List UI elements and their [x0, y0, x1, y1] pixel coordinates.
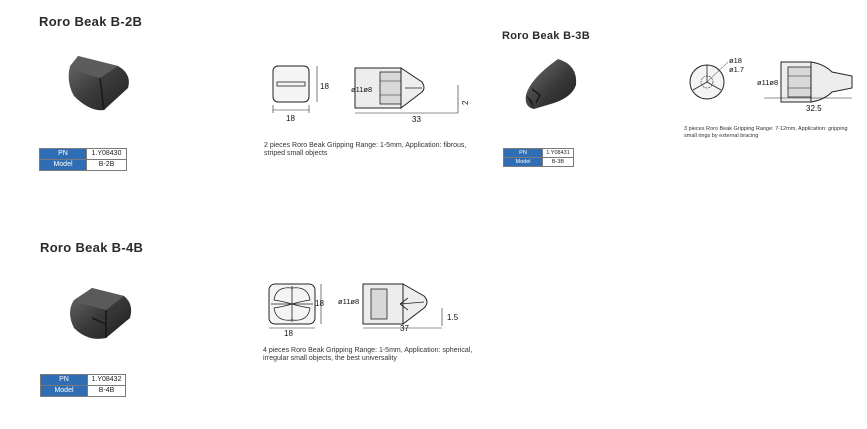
b4b-technical-drawing	[262, 280, 472, 340]
description-line: irregular small objects, the best universality	[263, 355, 397, 362]
pn-label: PN	[504, 149, 543, 158]
b2b-dim-hole: ø11ø8	[351, 85, 373, 94]
b2b-dim-width: 18	[286, 114, 295, 123]
b4b-dim-height: 18	[315, 299, 324, 308]
b2b-technical-drawing	[262, 55, 482, 125]
pn-value: 1.Y08431	[543, 149, 574, 158]
b4b-description	[263, 347, 472, 363]
b2b-spec-table	[39, 148, 127, 171]
pn-label: PN	[40, 149, 87, 160]
description-line: small rings by external bracing	[684, 132, 759, 139]
model-value: B-2B	[87, 160, 127, 171]
b2b-dim-tip: 2	[461, 100, 470, 105]
b2b-description	[264, 142, 466, 158]
b3b-dim-length: 32.5	[806, 104, 822, 113]
b3b-dim-outer: ø18	[729, 56, 742, 65]
b4b-dim-hole: ø11ø8	[338, 297, 360, 306]
b2b-dim-length: 33	[412, 115, 421, 124]
b4b-dim-tip: 1.5	[447, 313, 459, 322]
description-line: 2 pieces Roro Beak Gripping Range: 1-5mm, Application: fibrous,	[264, 142, 467, 149]
model-value: B-4B	[88, 386, 126, 397]
pn-value: 1.Y08430	[87, 149, 127, 160]
description-line: 3 pieces Roro Beak Gripping Range: 7-12mm, Application: gripping	[684, 126, 848, 132]
b4b-spec-table	[40, 374, 126, 397]
model-value: B-3B	[543, 158, 574, 167]
b2b-product-photo	[60, 52, 140, 114]
description-line: 4 pieces Roro Beak Gripping Range: 1-5mm, Application: spherical,	[263, 347, 473, 354]
product-title-b2b: Roro Beak B-2B	[39, 14, 143, 29]
b3b-dim-hole: ø11ø8	[757, 78, 779, 87]
b3b-spec-table	[503, 148, 574, 167]
product-title-b4b: Roro Beak B-4B	[40, 240, 144, 255]
b2b-dim-height: 18	[320, 82, 329, 91]
b3b-technical-drawing	[684, 52, 867, 118]
model-label: Model	[41, 386, 88, 397]
description-line: striped small objects	[264, 150, 328, 157]
b4b-dim-width: 18	[284, 329, 293, 338]
model-label: Model	[40, 160, 87, 171]
product-title-b3b: Roro Beak B-3B	[502, 30, 590, 42]
b3b-description	[684, 126, 848, 139]
b3b-product-photo	[518, 55, 582, 113]
b3b-dim-inner: ø1.7	[729, 65, 745, 74]
model-label: Model	[504, 158, 543, 167]
b4b-product-photo	[62, 282, 142, 344]
pn-value: 1.Y08432	[88, 375, 126, 386]
pn-label: PN	[41, 375, 88, 386]
b4b-dim-length: 37	[400, 324, 409, 333]
